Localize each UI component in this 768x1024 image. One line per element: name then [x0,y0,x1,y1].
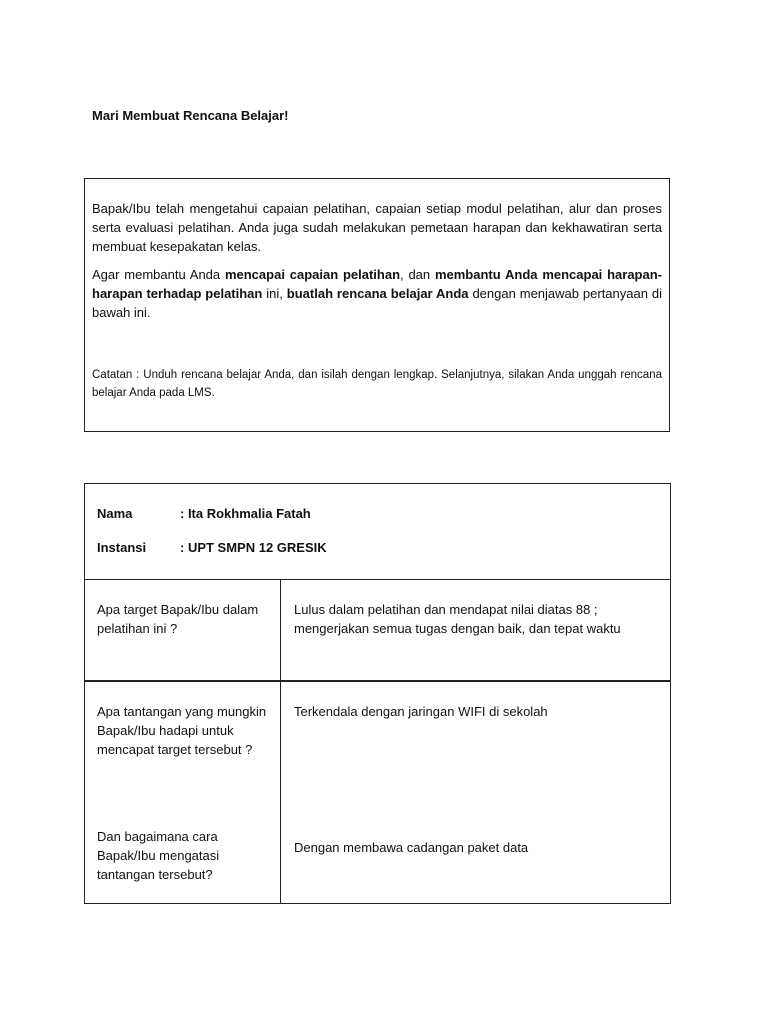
table-row [85,580,671,681]
identity-cell [85,484,671,580]
question-challenge: Apa tantangan yang mungkin Bapak/Ibu hadapi untuk mencapat target tersebut ? [97,703,267,757]
question-cell [85,681,281,904]
instruction-emphasis-1: mencapai capaian pelatihan [224,267,401,282]
intro-paragraph: Bapak/Ibu telah mengetahui capaian pelatihan, capaian setiap modul pelatihan, alur dan proses serta evaluasi pelatihan. Anda juga sudah melakukan pemetaan harapan dan kekhawatiran serta membuat kesepakatan kelas. [92,201,662,254]
instruction-text-1: Agar membantu Anda [92,267,225,282]
institution-label: Instansi [97,540,147,555]
table-row [85,681,671,904]
page-title: Mari Membuat Rencana Belajar! [92,108,289,123]
answer-cell[interactable] [281,681,671,904]
name-label: Nama [97,506,133,521]
note-paragraph: Catatan : Unduh rencana belajar Anda, dan isilah dengan lengkap. Selanjutnya, silakan Anda unggah rencana belajar Anda pada LMS. [92,369,662,399]
name-row [97,504,658,523]
answer-challenge: Terkendala dengan jaringan WIFI di sekolah [294,703,548,719]
instructions-box [84,178,670,432]
answer-solution: Dengan membawa cadangan paket data [294,839,529,855]
instruction-text-4: dengan menjawab pertanyaan di bawah ini. [92,286,662,320]
instruction-paragraph [92,265,662,322]
instruction-text-2: , dan [400,267,435,282]
name-value: : Ita Rokhmalia Fatah [180,506,311,521]
question-solution: Dan bagaimana cara Bapak/Ibu mengatasi tantangan tersebut? [97,828,220,882]
instruction-text-3: ini, [262,286,287,301]
instruction-emphasis-3: buatlah rencana belajar Anda [286,286,469,301]
answer-target: Lulus dalam pelatihan dan mendapat nilai diatas 88 ; mengerjakan semua tugas dengan baik, dan tepat waktu [294,602,621,636]
identity-row [85,484,671,580]
answer-cell[interactable] [281,580,671,681]
institution-value: : UPT SMPN 12 GRESIK [180,540,327,555]
question-target: Apa target Bapak/Ibu dalam pelatihan ini ? [97,602,259,636]
learning-plan-table [84,483,671,904]
institution-row [97,538,658,557]
question-cell [85,580,281,681]
instruction-emphasis-2: membantu Anda mencapai harapan-harapan terhadap pelatihan [92,267,662,301]
